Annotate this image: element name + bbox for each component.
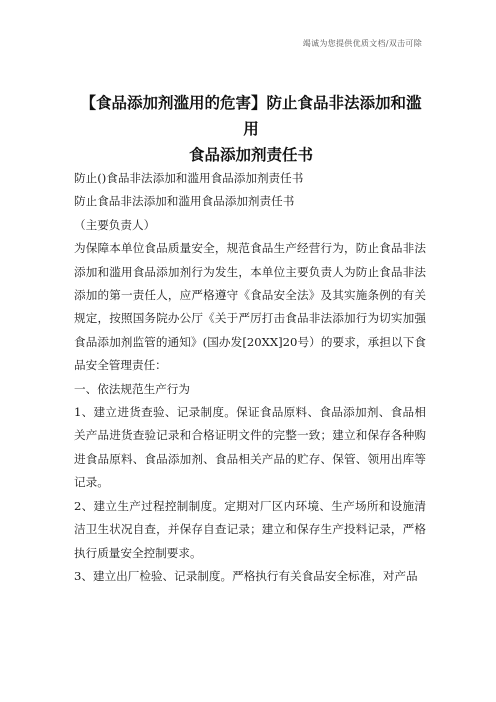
paragraph: 为保障本单位食品质量安全，规范食品生产经营行为，防止食品非法添加和滥用食品添加剂行为发生，本单位主要负责人为防止食品非法添加的第一责任人，应严格遵守《食品安全法》及其实施条例的有关规定，按照国务院办公厅《关于严厉打击食品非法添加行为切实加强食品添加剂监管的通知》(国办发[20XX]20号）的要求，承担以下食品安全管理责任：: [74, 241, 426, 373]
paragraph: （主要负责人）: [74, 217, 156, 232]
title-line-1: 【食品添加剂滥用的危害】防止食品非法添加和滥用: [80, 94, 422, 138]
paragraph: 防止()食品非法添加和滥用食品添加剂责任书: [74, 171, 304, 185]
document-title: [76, 90, 426, 168]
title-line-2: 食品添加剂责任书: [188, 146, 313, 164]
paragraph: 2、建立生产过程控制制度。定期对厂区内环境、生产场所和设施清洁卫生状况自查，并保存自查记录；建立和保存生产投料记录，严格执行质量安全控制要求。: [74, 498, 426, 560]
header-note: 竭诚为您提供优质文档/双击可除: [302, 39, 422, 48]
paragraph: 防止食品非法添加和滥用食品添加剂责任书: [74, 194, 295, 209]
paragraph: 3、建立出厂检验、记录制度。严格执行有关食品安全标准，对产品: [74, 568, 418, 583]
paragraph: 1、建立进货查验、记录制度。保证食品原料、食品添加剂、食品相关产品进货查验记录和合格证明文件的完整一致；建立和保存各种购进食品原料、食品添加剂、食品相关产品的贮存、保管、领用出库等记录。: [74, 405, 426, 490]
section-heading: 一、依法规范生产行为: [74, 381, 190, 396]
document-body: [74, 167, 426, 588]
